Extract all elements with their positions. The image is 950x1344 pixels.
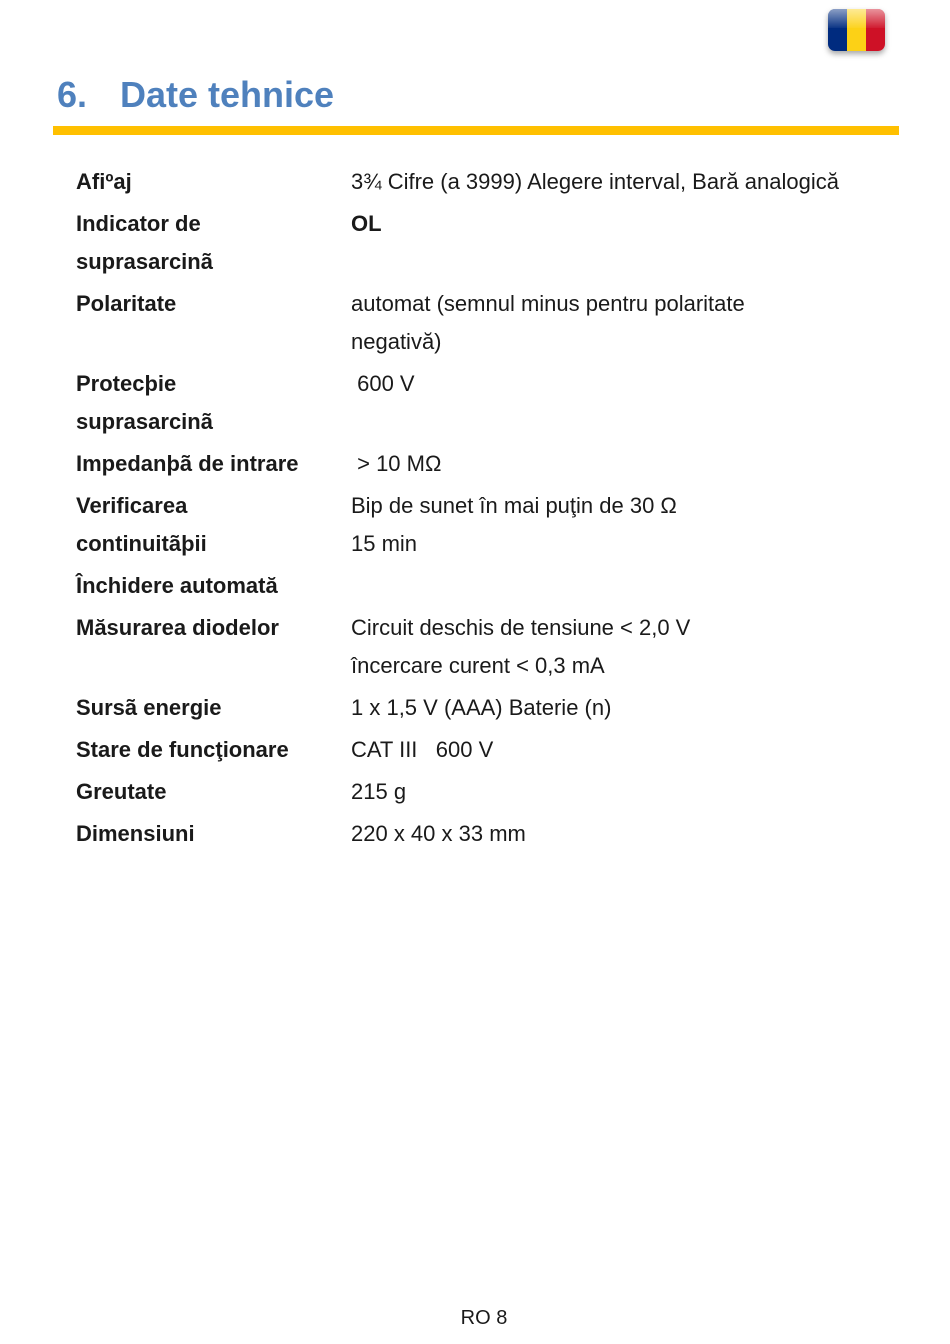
spec-value [351, 727, 896, 769]
spec-value-line: 1 x 1,5 V (AAA) Baterie (n) [351, 695, 612, 720]
spec-row [76, 685, 896, 727]
spec-value [351, 811, 896, 853]
spec-label [76, 605, 351, 685]
spec-row [76, 605, 896, 685]
spec-row [76, 361, 896, 441]
spec-row [76, 563, 896, 605]
spec-label-line: suprasarcinã [76, 249, 213, 274]
section-number: 6. [57, 74, 88, 115]
spec-value-line: 215 g [351, 779, 407, 804]
heading-divider [53, 126, 899, 135]
spec-label [76, 163, 351, 201]
spec-label [76, 685, 351, 727]
spec-value [351, 361, 896, 441]
spec-row [76, 727, 896, 769]
spec-row [76, 201, 896, 281]
spec-row [76, 769, 896, 811]
spec-label [76, 563, 351, 605]
spec-label [76, 441, 351, 483]
spec-label-line: Protecþie [76, 371, 177, 396]
spec-row [76, 811, 896, 853]
spec-row [76, 281, 896, 361]
spec-label [76, 727, 351, 769]
spec-value [351, 483, 896, 563]
spec-value-line: 220 x 40 x 33 mm [351, 821, 526, 846]
spec-label-line: Afiºaj [76, 169, 132, 194]
romanian-flag-icon [828, 9, 885, 51]
spec-value-line: 600 V [351, 371, 415, 396]
spec-value-line: CAT III 600 V [351, 737, 494, 762]
spec-value [351, 281, 896, 361]
spec-value-line: încercare curent < 0,3 mA [351, 653, 605, 678]
spec-label [76, 811, 351, 853]
spec-label-line: continuitãþii [76, 531, 207, 556]
spec-label-line: Greutate [76, 779, 167, 804]
spec-value-line: automat (semnul minus pentru polaritate [351, 291, 745, 316]
spec-label-line: Verificarea [76, 493, 188, 518]
spec-label [76, 361, 351, 441]
spec-label [76, 201, 351, 281]
spec-label-line: suprasarcinã [76, 409, 213, 434]
spec-value [351, 163, 896, 201]
spec-row [76, 483, 896, 563]
page-number: RO 8 [460, 1307, 508, 1329]
spec-label-line: Indicator de [76, 211, 201, 236]
section-heading [57, 74, 334, 116]
spec-value-line: Bip de sunet în mai puţin de 30 Ω [351, 493, 677, 518]
spec-row [76, 441, 896, 483]
spec-value [351, 441, 896, 483]
technical-specs-table [76, 163, 896, 853]
spec-value-line: > 10 MΩ [351, 451, 442, 476]
spec-value-line: 3¾ Cifre (a 3999) Alegere interval, Bară analogică [351, 169, 839, 194]
spec-value-line: negativă) [351, 329, 442, 354]
spec-row [76, 163, 896, 201]
spec-label-line: Închidere automată [76, 573, 278, 598]
spec-label [76, 769, 351, 811]
spec-label-line: Polaritate [76, 291, 177, 316]
spec-value [351, 605, 896, 685]
spec-label-line: Stare de funcţionare [76, 737, 289, 762]
spec-value [351, 201, 896, 281]
spec-value [351, 769, 896, 811]
spec-label [76, 281, 351, 361]
spec-label-line: Impedanþã de intrare [76, 451, 299, 476]
spec-label-line: Măsurarea diodelor [76, 615, 279, 640]
spec-label-line: Sursã energie [76, 695, 222, 720]
spec-label [76, 483, 351, 563]
spec-value-line: Circuit deschis de tensiune < 2,0 V [351, 615, 691, 640]
spec-value-line: OL [351, 211, 382, 236]
spec-value [351, 563, 896, 605]
spec-value-line: 15 min [351, 531, 418, 556]
spec-label-line: Dimensiuni [76, 821, 195, 846]
section-title: Date tehnice [120, 74, 335, 115]
spec-value [351, 685, 896, 727]
